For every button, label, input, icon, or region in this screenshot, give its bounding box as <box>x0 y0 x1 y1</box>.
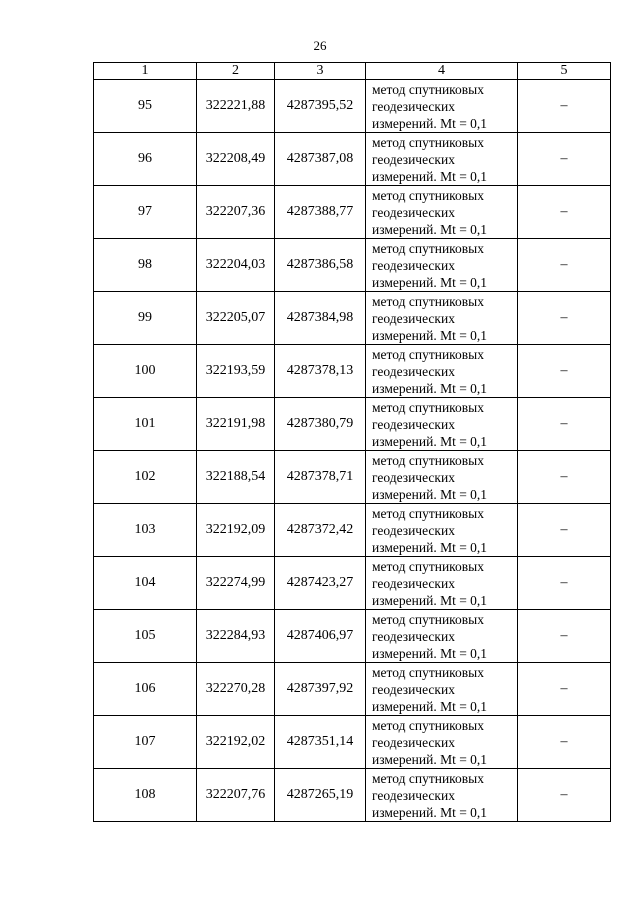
method-line-3: измерений. Mt = 0,1 <box>372 539 488 555</box>
point-number-cell: 96 <box>94 133 197 186</box>
x-coordinate-cell: 322284,93 <box>197 610 275 663</box>
column-header-4: 4 <box>366 63 518 80</box>
x-coordinate-cell: 322205,07 <box>197 292 275 345</box>
method-line-3: измерений. Mt = 0,1 <box>372 221 488 237</box>
x-coordinate-cell: 322208,49 <box>197 133 275 186</box>
method-cell <box>366 80 518 133</box>
x-coordinate-cell: 322191,98 <box>197 398 275 451</box>
y-coordinate-cell: 4287397,92 <box>275 663 366 716</box>
method-line-2: геодезических <box>372 575 455 591</box>
method-cell <box>366 345 518 398</box>
method-line-2: геодезических <box>372 416 455 432</box>
column-5-cell: – <box>518 504 611 557</box>
method-line-2: геодезических <box>372 98 455 114</box>
column-5-cell: – <box>518 769 611 822</box>
table-row <box>94 345 611 398</box>
method-line-1: метод спутниковых <box>372 505 484 521</box>
method-line-1: метод спутниковых <box>372 611 484 627</box>
method-cell <box>366 557 518 610</box>
x-coordinate-cell: 322274,99 <box>197 557 275 610</box>
y-coordinate-cell: 4287378,13 <box>275 345 366 398</box>
point-number-cell: 106 <box>94 663 197 716</box>
table-row <box>94 504 611 557</box>
column-header-1: 1 <box>94 63 197 80</box>
point-number-cell: 101 <box>94 398 197 451</box>
column-5-cell: – <box>518 663 611 716</box>
method-line-3: измерений. Mt = 0,1 <box>372 274 488 290</box>
y-coordinate-cell: 4287380,79 <box>275 398 366 451</box>
method-line-2: геодезических <box>372 257 455 273</box>
point-number-cell: 97 <box>94 186 197 239</box>
point-number-cell: 105 <box>94 610 197 663</box>
table-row <box>94 292 611 345</box>
method-line-3: измерений. Mt = 0,1 <box>372 804 488 820</box>
method-line-1: метод спутниковых <box>372 240 484 256</box>
method-line-1: метод спутниковых <box>372 293 484 309</box>
y-coordinate-cell: 4287395,52 <box>275 80 366 133</box>
method-line-3: измерений. Mt = 0,1 <box>372 115 488 131</box>
y-coordinate-cell: 4287378,71 <box>275 451 366 504</box>
table-row <box>94 186 611 239</box>
method-line-3: измерений. Mt = 0,1 <box>372 380 488 396</box>
column-5-cell: – <box>518 292 611 345</box>
method-line-1: метод спутниковых <box>372 452 484 468</box>
column-5-cell: – <box>518 133 611 186</box>
y-coordinate-cell: 4287423,27 <box>275 557 366 610</box>
table-row <box>94 663 611 716</box>
method-cell <box>366 186 518 239</box>
method-line-1: метод спутниковых <box>372 664 484 680</box>
x-coordinate-cell: 322204,03 <box>197 239 275 292</box>
x-coordinate-cell: 322188,54 <box>197 451 275 504</box>
method-line-2: геодезических <box>372 151 455 167</box>
method-line-3: измерений. Mt = 0,1 <box>372 645 488 661</box>
method-line-1: метод спутниковых <box>372 134 484 150</box>
coordinates-table <box>93 62 611 822</box>
y-coordinate-cell: 4287351,14 <box>275 716 366 769</box>
column-5-cell: – <box>518 451 611 504</box>
point-number-cell: 103 <box>94 504 197 557</box>
y-coordinate-cell: 4287387,08 <box>275 133 366 186</box>
method-line-2: геодезических <box>372 363 455 379</box>
x-coordinate-cell: 322270,28 <box>197 663 275 716</box>
table-row <box>94 557 611 610</box>
method-line-1: метод спутниковых <box>372 770 484 786</box>
method-line-3: измерений. Mt = 0,1 <box>372 486 488 502</box>
table-row <box>94 610 611 663</box>
method-line-2: геодезических <box>372 204 455 220</box>
x-coordinate-cell: 322207,36 <box>197 186 275 239</box>
column-5-cell: – <box>518 345 611 398</box>
method-cell <box>366 504 518 557</box>
method-line-1: метод спутниковых <box>372 399 484 415</box>
method-line-1: метод спутниковых <box>372 81 484 97</box>
method-line-2: геодезических <box>372 734 455 750</box>
method-cell <box>366 769 518 822</box>
column-5-cell: – <box>518 239 611 292</box>
method-cell <box>366 451 518 504</box>
table-row <box>94 239 611 292</box>
y-coordinate-cell: 4287372,42 <box>275 504 366 557</box>
point-number-cell: 104 <box>94 557 197 610</box>
point-number-cell: 108 <box>94 769 197 822</box>
method-line-3: измерений. Mt = 0,1 <box>372 698 488 714</box>
y-coordinate-cell: 4287406,97 <box>275 610 366 663</box>
method-cell <box>366 133 518 186</box>
column-5-cell: – <box>518 186 611 239</box>
method-line-2: геодезических <box>372 787 455 803</box>
method-line-2: геодезических <box>372 469 455 485</box>
method-line-3: измерений. Mt = 0,1 <box>372 751 488 767</box>
x-coordinate-cell: 322193,59 <box>197 345 275 398</box>
point-number-cell: 100 <box>94 345 197 398</box>
table-header-row <box>94 63 611 80</box>
method-line-2: геодезических <box>372 310 455 326</box>
point-number-cell: 102 <box>94 451 197 504</box>
method-line-1: метод спутниковых <box>372 346 484 362</box>
method-cell <box>366 663 518 716</box>
column-header-5: 5 <box>518 63 611 80</box>
column-5-cell: – <box>518 398 611 451</box>
column-5-cell: – <box>518 557 611 610</box>
method-cell <box>366 398 518 451</box>
column-5-cell: – <box>518 610 611 663</box>
table-row <box>94 451 611 504</box>
method-line-2: геодезических <box>372 522 455 538</box>
page-number: 26 <box>313 38 327 53</box>
point-number-cell: 95 <box>94 80 197 133</box>
method-line-3: измерений. Mt = 0,1 <box>372 592 488 608</box>
column-5-cell: – <box>518 80 611 133</box>
table-row <box>94 398 611 451</box>
y-coordinate-cell: 4287386,58 <box>275 239 366 292</box>
method-line-1: метод спутниковых <box>372 187 484 203</box>
y-coordinate-cell: 4287384,98 <box>275 292 366 345</box>
method-line-3: измерений. Mt = 0,1 <box>372 168 488 184</box>
point-number-cell: 98 <box>94 239 197 292</box>
column-header-3: 3 <box>275 63 366 80</box>
method-cell <box>366 610 518 663</box>
x-coordinate-cell: 322207,76 <box>197 769 275 822</box>
method-line-3: измерений. Mt = 0,1 <box>372 327 488 343</box>
method-cell <box>366 239 518 292</box>
column-5-cell: – <box>518 716 611 769</box>
x-coordinate-cell: 322192,09 <box>197 504 275 557</box>
x-coordinate-cell: 322192,02 <box>197 716 275 769</box>
method-cell <box>366 292 518 345</box>
method-line-2: геодезических <box>372 628 455 644</box>
table-row <box>94 133 611 186</box>
method-cell <box>366 716 518 769</box>
y-coordinate-cell: 4287265,19 <box>275 769 366 822</box>
point-number-cell: 107 <box>94 716 197 769</box>
table-row <box>94 716 611 769</box>
table-row <box>94 769 611 822</box>
column-header-2: 2 <box>197 63 275 80</box>
method-line-1: метод спутниковых <box>372 717 484 733</box>
point-number-cell: 99 <box>94 292 197 345</box>
y-coordinate-cell: 4287388,77 <box>275 186 366 239</box>
method-line-2: геодезических <box>372 681 455 697</box>
method-line-3: измерений. Mt = 0,1 <box>372 433 488 449</box>
method-line-1: метод спутниковых <box>372 558 484 574</box>
table-row <box>94 80 611 133</box>
x-coordinate-cell: 322221,88 <box>197 80 275 133</box>
